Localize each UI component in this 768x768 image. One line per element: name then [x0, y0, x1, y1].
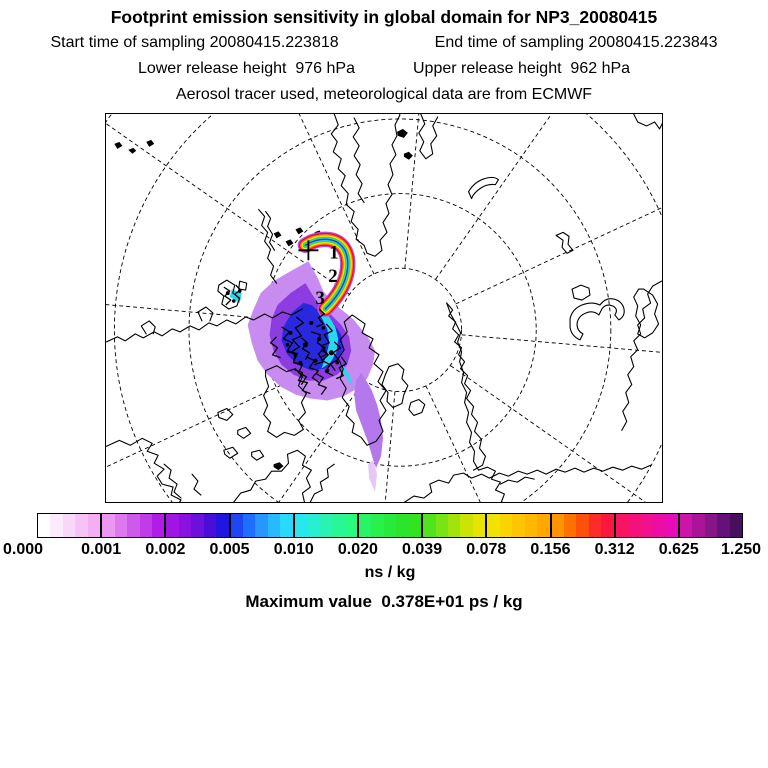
colorbar-segment — [357, 514, 421, 537]
colorbar-tick-label: 0.005 — [209, 541, 250, 558]
colorbar-tick-label: 1.250 — [720, 541, 762, 558]
colorbar-cell — [589, 514, 601, 537]
colorbar-unit-label: ns / kg — [364, 564, 416, 581]
colorbar-cell — [102, 514, 114, 537]
colorbar-cell — [332, 514, 344, 537]
colorbar-cell — [423, 514, 435, 537]
trajectory-label-3: 3 — [315, 288, 325, 310]
colorbar-cell — [641, 514, 653, 537]
colorbar-cell — [436, 514, 448, 537]
colorbar-tick-label: 0.625 — [658, 541, 699, 558]
colorbar-cell — [396, 514, 408, 537]
colorbar-cell — [576, 514, 588, 537]
start-time-text: Start time of sampling 20080415.223818 — [50, 34, 339, 51]
colorbar-cell — [730, 514, 742, 537]
colorbar-tick-label: 0.039 — [402, 541, 443, 558]
colorbar-segment — [293, 514, 357, 537]
release-heights-line — [0, 60, 768, 78]
colorbar-tick-label: 0.312 — [594, 541, 635, 558]
maximum-value-label: Maximum value 0.378E+01 ps / kg — [245, 592, 523, 611]
colorbar-cell — [665, 514, 677, 537]
colorbar-cell — [268, 514, 280, 537]
colorbar-cell — [231, 514, 243, 537]
colorbar-tick-label: 0.010 — [273, 541, 314, 558]
colorbar-cell — [564, 514, 576, 537]
colorbar-cell — [166, 514, 178, 537]
colorbar-cell — [601, 514, 613, 537]
colorbar-cell — [152, 514, 164, 537]
colorbar-cell — [537, 514, 549, 537]
end-time-text: End time of sampling 20080415.223843 — [434, 34, 718, 51]
colorbar-cell — [127, 514, 139, 537]
colorbar-cell — [88, 514, 100, 537]
colorbar-segment — [550, 514, 614, 537]
colorbar-tick-label: 0.001 — [81, 541, 122, 558]
colorbar-cell — [653, 514, 665, 537]
colorbar-segment — [485, 514, 549, 537]
page-title: Footprint emission sensitivity in global domain for NP3_20080415 — [110, 7, 658, 27]
colorbar-cell — [487, 514, 499, 537]
colorbar-segment — [164, 514, 228, 537]
tracer-line — [0, 86, 768, 104]
colorbar-cell — [204, 514, 216, 537]
upper-release-text: Upper release height 962 hPa — [413, 60, 631, 77]
colorbar-cell — [255, 514, 267, 537]
colorbar-segment — [678, 514, 742, 537]
colorbar-tick-label: 0.078 — [466, 541, 507, 558]
colorbar-cell — [216, 514, 228, 537]
colorbar-cell — [473, 514, 485, 537]
colorbar-cell — [552, 514, 564, 537]
colorbar-segment — [229, 514, 293, 537]
sampling-times-line — [0, 34, 768, 52]
colorbar-cell — [320, 514, 332, 537]
colorbar-cell — [307, 514, 319, 537]
colorbar-cell — [280, 514, 292, 537]
colorbar-cell — [525, 514, 537, 537]
colorbar-cell — [409, 514, 421, 537]
colorbar-cell — [179, 514, 191, 537]
colorbar-cell — [191, 514, 203, 537]
map-canvas — [106, 114, 662, 502]
colorbar-segment — [614, 514, 678, 537]
colorbar-segment — [38, 514, 100, 537]
map-panel — [105, 113, 663, 503]
colorbar-segment — [421, 514, 485, 537]
colorbar-cell — [680, 514, 692, 537]
colorbar-cell — [75, 514, 87, 537]
trajectory-label-2: 2 — [328, 266, 338, 288]
colorbar-cell — [717, 514, 729, 537]
colorbar-segment — [100, 514, 164, 537]
lower-release-text: Lower release height 976 hPa — [137, 60, 355, 77]
colorbar-cell — [460, 514, 472, 537]
colorbar-cell — [38, 514, 50, 537]
colorbar-cell — [140, 514, 152, 537]
colorbar-cell — [345, 514, 357, 537]
colorbar-cell — [705, 514, 717, 537]
colorbar-cell — [371, 514, 383, 537]
colorbar-tick-label: 0.020 — [337, 541, 378, 558]
colorbar-tick-label: 0.000 — [2, 541, 44, 558]
colorbar-cell — [692, 514, 704, 537]
graticule — [106, 114, 662, 502]
colorbar-cell — [384, 514, 396, 537]
colorbar-ticks — [2, 541, 762, 559]
colorbar-cell — [628, 514, 640, 537]
colorbar-cell — [448, 514, 460, 537]
colorbar-cell — [63, 514, 75, 537]
colorbar-cell — [359, 514, 371, 537]
colorbar-cell — [50, 514, 62, 537]
colorbar-tick-label: 0.002 — [145, 541, 186, 558]
trajectory-label-1: 1 — [329, 242, 339, 264]
colorbar-tick-label: 0.156 — [530, 541, 571, 558]
colorbar — [37, 513, 743, 538]
colorbar-cell — [295, 514, 307, 537]
colorbar-cell — [512, 514, 524, 537]
colorbar-cell — [500, 514, 512, 537]
tracer-text: Aerosol tracer used, meteorological data are from ECMWF — [175, 86, 593, 103]
colorbar-cell — [243, 514, 255, 537]
colorbar-cell — [616, 514, 628, 537]
colorbar-cell — [115, 514, 127, 537]
